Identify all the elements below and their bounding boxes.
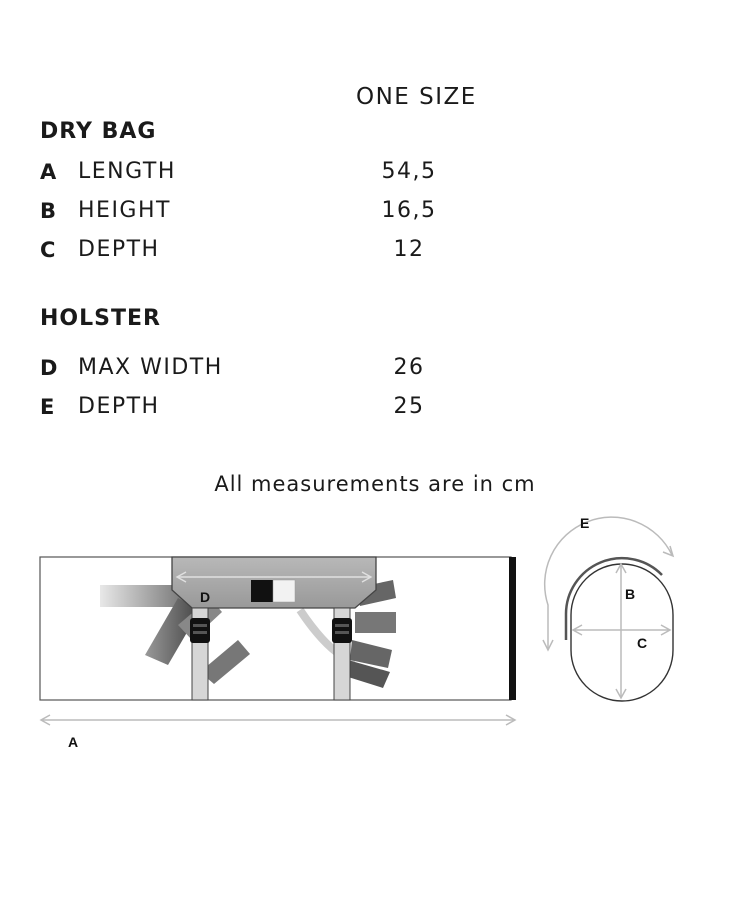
bag-end-view — [543, 515, 673, 701]
row-letter: D — [40, 356, 58, 380]
label-c: C — [637, 635, 648, 651]
label-e: E — [580, 515, 590, 531]
column-header: ONE SIZE — [356, 84, 477, 110]
row-label: LENGTH — [78, 159, 176, 184]
row-label: DEPTH — [78, 394, 160, 419]
row-letter: C — [40, 238, 56, 262]
buckle-strap-right — [332, 608, 352, 700]
product-diagram — [0, 500, 750, 760]
holster-title: HOLSTER — [40, 306, 161, 331]
buckle-strap-left — [190, 608, 210, 700]
bag-end-cap — [509, 557, 516, 700]
label-b: B — [625, 586, 636, 602]
dimension-a — [41, 715, 515, 750]
row-value: 26 — [393, 355, 425, 380]
brand-label-patch-white — [273, 580, 295, 602]
row-label: HEIGHT — [78, 198, 171, 223]
row-value: 54,5 — [381, 159, 437, 184]
label-d: D — [200, 589, 211, 605]
brand-label-patch — [251, 580, 273, 602]
row-label: MAX WIDTH — [78, 355, 223, 380]
label-a: A — [68, 734, 79, 750]
row-letter: A — [40, 160, 57, 184]
measurement-note: All measurements are in cm — [214, 472, 536, 496]
row-letter: B — [40, 199, 57, 223]
row-value: 25 — [393, 394, 425, 419]
row-value: 16,5 — [381, 198, 437, 223]
row-value: 12 — [393, 237, 425, 262]
bag-side-view — [40, 557, 516, 700]
row-label: DEPTH — [78, 237, 160, 262]
end-view-outline — [571, 564, 673, 701]
dry-bag-title: DRY BAG — [40, 119, 157, 144]
row-letter: E — [40, 395, 55, 419]
